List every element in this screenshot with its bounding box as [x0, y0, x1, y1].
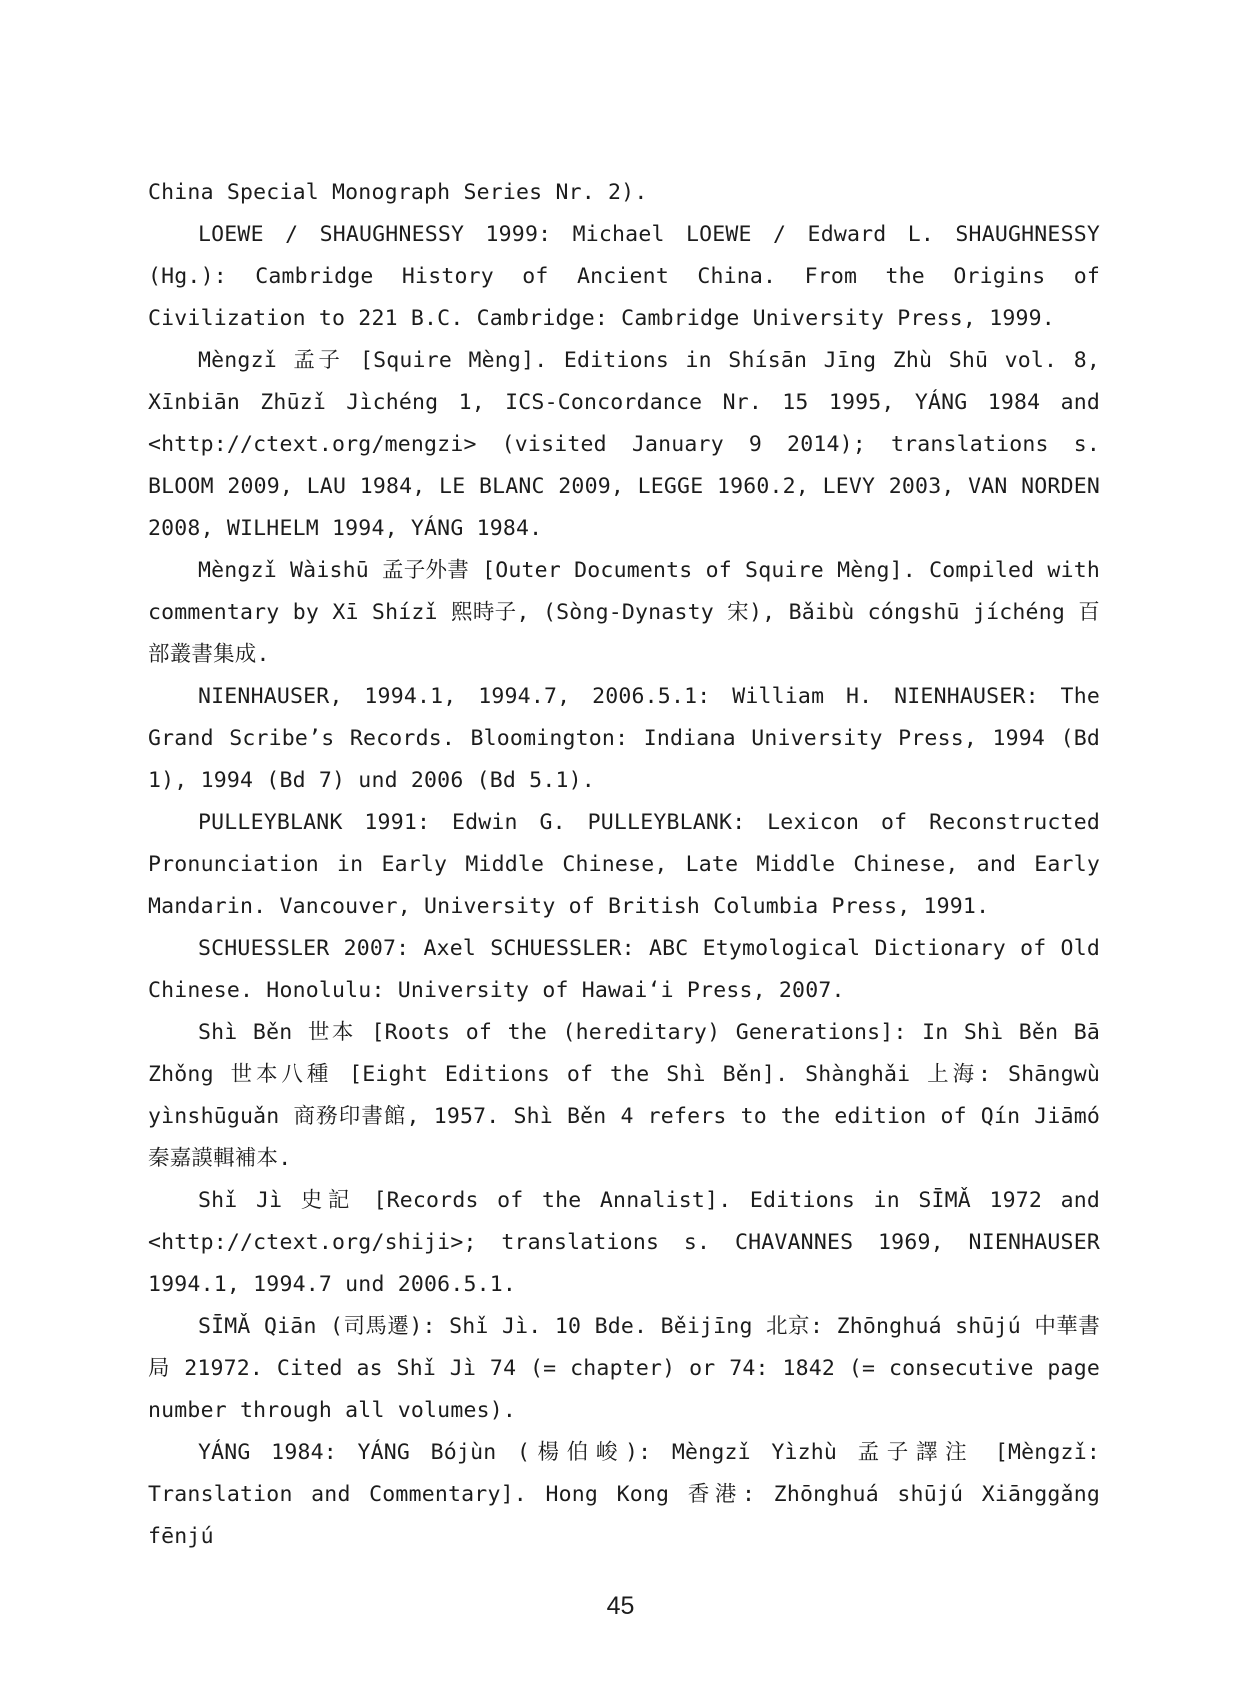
bibliography-entry-pulleyblank: PULLEYBLANK 1991: Edwin G. PULLEYBLANK: Lexicon of Reconstructed Pronunciation in Early Middle Chinese, Late Middle Chinese, and Early Mandarin. Vancouver, University of British Columbia Press, 1991. [148, 810, 1100, 919]
bibliography-list [148, 172, 1100, 1558]
bibliography-entry-loewe-shaughnessy: LOEWE / SHAUGHNESSY 1999: Michael LOEWE / Edward L. SHAUGHNESSY (Hg.): Cambridge History of Ancient China. From the Origins of Civilization to 221 B.C. Cambridge: Cambridge University Press, 1999. [148, 222, 1100, 331]
bibliography-entry-mengzi-waishu: Mèngzǐ Wàishū 孟子外書 [Outer Documents of Squire Mèng]. Compiled with commentary by Xī Shízǐ 熙時子, (Sòng-Dynasty 宋), Bǎibù cóngshū jíchéng 百部叢書集成. [148, 558, 1100, 667]
bibliography-entry-yang: YÁNG 1984: YÁNG Bójùn (楊伯峻): Mèngzǐ Yìzhù 孟子譯注 [Mèngzǐ: Translation and Commentary]. Hong Kong 香港: Zhōnghuá shūjú Xiānggǎng fēnjú [148, 1440, 1100, 1549]
bibliography-entry-mengzi: Mèngzǐ 孟子 [Squire Mèng]. Editions in Shísān Jīng Zhù Shū vol. 8, Xīnbiān Zhūzǐ Jìchéng 1, ICS-Concordance Nr. 15 1995, YÁNG 1984 and <http://ctext.org/mengzi> (visited January 9 2014); translations s. BLOOM 2009, LAU 1984, LE BLANC 2009, LEGGE 1960.2, LEVY 2003, VAN NORDEN 2008, WILHELM 1994, YÁNG 1984. [148, 348, 1100, 541]
bibliography-entry-shi-ji: Shǐ Jì 史記 [Records of the Annalist]. Editions in SĪMǍ 1972 and <http://ctext.org/shiji>; translations s. CHAVANNES 1969, NIENHAUSER 1994.1, 1994.7 und 2006.5.1. [148, 1188, 1100, 1297]
bibliography-entry-continuation: China Special Monograph Series Nr. 2). [148, 180, 648, 205]
bibliography-entry-nienhauser: NIENHAUSER, 1994.1, 1994.7, 2006.5.1: William H. NIENHAUSER: The Grand Scribe’s Records. Bloomington: Indiana University Press, 1994 (Bd 1), 1994 (Bd 7) und 2006 (Bd 5.1). [148, 684, 1100, 793]
page-number: 45 [606, 1592, 635, 1620]
bibliography-entry-schuessler: SCHUESSLER 2007: Axel SCHUESSLER: ABC Etymological Dictionary of Old Chinese. Honolulu: University of Hawai‘i Press, 2007. [148, 936, 1100, 1003]
bibliography-entry-sima-qian: SĪMǍ Qiān (司馬遷): Shǐ Jì. 10 Bde. Běijīng 北京: Zhōnghuá shūjú 中華書局 21972. Cited as Shǐ Jì 74 (= chapter) or 74: 1842 (= consecutive page number through all volumes). [148, 1314, 1100, 1423]
bibliography-entry-shi-ben: Shì Běn 世本 [Roots of the (hereditary) Generations]: In Shì Běn Bā Zhǒng 世本八種 [Eight Editions of the Shì Běn]. Shànghǎi 上海: Shāngwù yìnshūguǎn 商務印書館, 1957. Shì Běn 4 refers to the edition of Qín Jiāmó 秦嘉謨輯補本. [148, 1020, 1100, 1171]
